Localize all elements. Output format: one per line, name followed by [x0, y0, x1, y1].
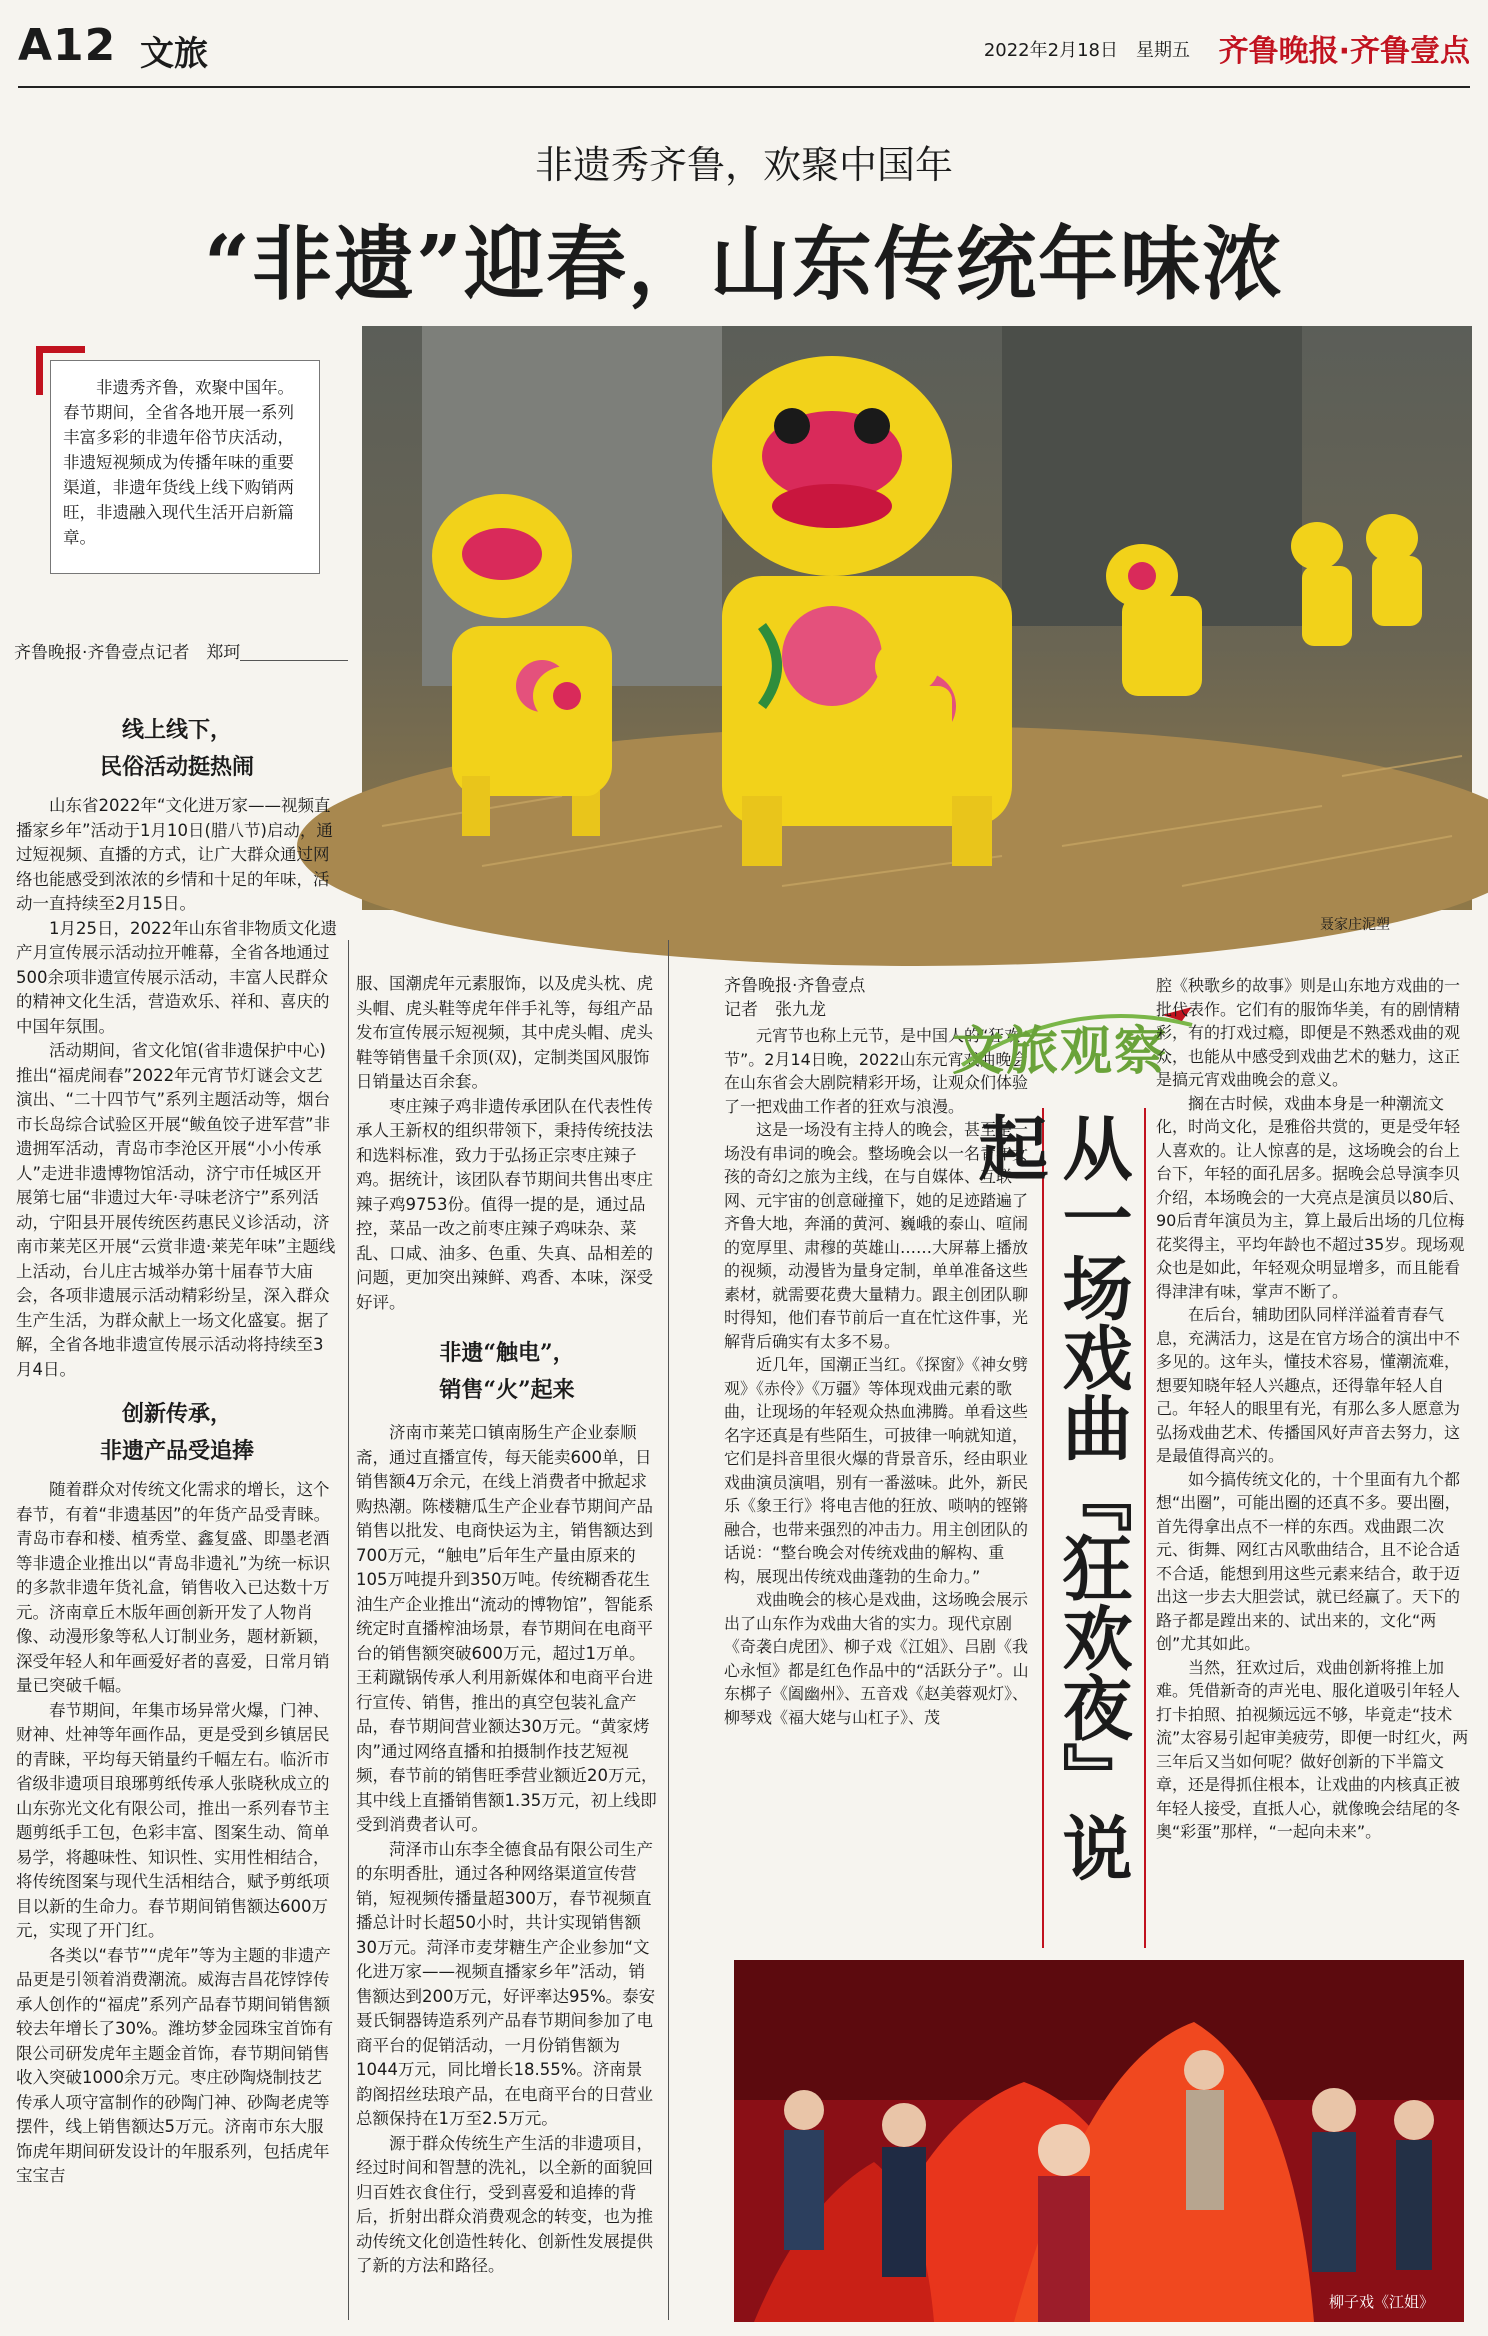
paragraph: 山东省2022年“文化进万家——视频直播家乡年”活动于1月10日(腊八节)启动，通过短视频、直播的方式，让广大群众通过网络也能感受到浓浓的乡情和十足的年味，活动一直持续至2月15日。 — [16, 796, 333, 913]
paragraph: 近几年，国潮正当红。《探窗》《神女劈观》《赤伶》《万疆》等体现戏曲元素的歌曲，让现场的年轻观众热血沸腾。单看这些名字还真是有些陌生，可披律一响就知道，它们是抖音里很火爆的背景音乐，经由职业戏曲演员演唱，别有一番滋味。此外，新民乐《象王行》将电吉他的狂放、唢呐的铿锵融合，也带来强烈的冲击力。用主创团队的话说：“整台晚会对传统戏曲的解构、重构，展现出传统戏曲蓬勃的生命力。” — [724, 1355, 1029, 1586]
paragraph: 1月25日，2022年山东省非物质文化遗产月宣传展示活动拉开帷幕，全省各地通过500余项非遗宣传展示活动，丰富人民群众的精神文化生活，营造欢乐、祥和、喜庆的中国年氛围。 — [16, 918, 337, 1036]
paragraph: 服、国潮虎年元素服饰，以及虎头枕、虎头帽、虎头鞋等虎年伴手礼等，每组产品发布宣传展示短视频，其中虎头帽、虎头鞋等销售量千余顶(双)，定制类国风服饰日销量达百余套。 — [356, 974, 653, 1091]
paragraph: 济南市莱芜口镇南肠生产企业泰顺斋，通过直播宣传，每天能卖600单，日销售额4万余元，在线上消费者中掀起求购热潮。陈楼糖瓜生产企业春节期间产品销售以批发、电商快运为主，销售额达到700万元，“触电”后年生产量由原来的105万吨提升到350万吨。传统糊香花生油生产企业推出“流动的博物馆”，智能系统定时直播榨油场景，春节期间在电商平台的销售额突破600万元，超过1万单。王莉蹴锅传承人利用新媒体和电商平台进行宣传、销售，推出的真空包装礼盒产品，春节期间营业额达30万元。“黄家烤肉”通过网络直播和拍摄制作技艺短视频，春节前的销售旺季营业额近20万元，其中线上直播销售额1.35万元，初上线即受到消费者认可。 — [356, 1423, 658, 1834]
paragraph: 活动期间，省文化馆(省非遗保护中心)推出“福虎闹春”2022年元宵节灯谜会文艺演出、“二十四节气”系列主题活动等，烟台市长岛综合试验区开展“鲅鱼饺子进军营”非遗拥军活动，青岛市李沧区开展“小小传承人”走进非遗博物馆活动，济宁市任城区开展第七届“非遗过大年·寻味老济宁”系列活动，宁阳县开展传统医药惠民义诊活动，济南市莱芜区开展“云赏非遗·莱芜年味”主题线上活动，台儿庄古城举办第十届春节大庙会，各项非遗展示活动精彩纷呈，深入群众生产生活，为群众献上一场文化盛宴。据了解，全省各地非遗宣传展示活动将持续至3月4日。 — [16, 1041, 336, 1379]
paragraph: 在后台，辅助团队同样洋溢着青春气息，充满活力，这是在官方场合的演出中不多见的。这年头，懂技术容易，懂潮流难，想要知晓年轻人兴趣点，还得靠年轻人自己。年轻人的眼里有光，有那么多人愿意为弘扬戏曲艺术、传播国风好声音去努力，这是最值得高兴的。 — [1156, 1305, 1461, 1465]
byline-rule — [240, 660, 348, 661]
clay-tiger-photo — [362, 326, 1472, 910]
newspaper-brand: 齐鲁晚报·齐鲁壹点 — [1218, 34, 1470, 69]
paragraph: 搁在古时候，戏曲本身是一种潮流文化，时尚文化，是雅俗共赏的，更是受年轻人喜欢的。让人惊喜的是，这场晚会的台上台下，年轻的面孔居多。据晚会总导演李贝介绍，本场晚会的一大亮点是演员以80后、90后青年演员为主，算上最后出场的几位梅花奖得主，平均年龄也不超过35岁。现场观众也是如此，年轻观众明显增多，而且能看得津津有味，掌声不断了。 — [1156, 1093, 1465, 1301]
bottom-photo-caption: 柳子戏《江姐》 — [1328, 2293, 1434, 2311]
section-heading-online-offline: 线上线下， 民俗活动挺热闹 — [99, 717, 254, 780]
page-number: A12 — [18, 20, 117, 71]
opera-byline: 齐鲁晚报·齐鲁壹点 记者 张九龙 — [724, 976, 866, 1020]
article-column-4 — [1156, 974, 1474, 1908]
section-heading-online-sales: 非遗“触电”， 销售“火”起来 — [439, 1340, 575, 1403]
opera-performance-photo — [734, 1960, 1464, 2322]
kicker: 非遗秀齐鲁，欢聚中国年 — [534, 143, 953, 187]
headline: “非遗”迎春，山东传统年味浓 — [203, 217, 1285, 311]
paragraph: 这是一场没有主持人的晚会，甚至是一场没有串词的晚会。整场晚会以一名青年女孩的奇幻之旅为主线，在与自媒体、互联网、元宇宙的创意碰撞下，她的足迹踏遍了齐鲁大地，奔涌的黄河、巍峨的泰山、喧闹的宽厚里、肃穆的英雄山……大屏幕上播放的视频，动漫皆为量身定制，单单准备这些素材，就需要花费大量精力。跟主创团队聊时得知，他们春节前后一直在忙这件事，光解背后确实有太多不易。 — [724, 1120, 1029, 1351]
top-photo-caption: 聂家庄泥塑 — [1320, 917, 1390, 933]
article-column-2 — [356, 972, 658, 2322]
section-name: 文旅 — [140, 34, 208, 74]
paragraph: 菏泽市山东李全德食品有限公司生产的东明香肚，通过各种网络渠道宣传营销，短视频传播量超300万，春节视频直播总计时长超50小时，共计实现销售额30万元。菏泽市麦芽糖生产企业参加“文化进万家——视频直播家乡年”活动，销售额达到200万元，好评率达95%。泰安聂氏铜器铸造系列产品春节期间参加了电商平台的促销活动，一月份销售额为1044万元，同比增长18.55%。济南景韵阁招丝珐琅产品，在电商平台的日营业总额保持在1万至2.5万元。 — [356, 1839, 656, 2128]
paragraph: 如今搞传统文化的，十个里面有九个都想“出圈”，可能出圈的还真不多。要出圈，首先得拿出点不一样的东西。戏曲跟二次元、街舞、网红古风歌曲结合，且不论合适不合适，能想到用这些元素来结合，敢于迈出这一步去大胆尝试，就已经赢了。天下的路子都是蹚出来的、试出来的，文化“两创”尤其如此。 — [1156, 1469, 1461, 1653]
paragraph: 元宵节也称上元节，是中国人的“狂欢节”。2月14日晚，2022山东元宵戏曲晚会在山东省会大剧院精彩开场，让观众们体验了一把戏曲工作者的狂欢与浪漫。 — [724, 1026, 1029, 1116]
paragraph: 源于群众传统生产生活的非遗项目，经过时间和智慧的洗礼，以全新的面貌回归百姓衣食住行，受到喜爱和追捧的背后，折射出群众消费观念的转变，也为推动传统文化创造性转化、创新性发展提供了新的方法和路径。 — [356, 2133, 653, 2275]
page-header — [18, 20, 1470, 88]
lead-summary: 非遗秀齐鲁，欢聚中国年。春节期间，全省各地开展一系列丰富多彩的非遗年俗节庆活动，非遗短视频成为传播年味的重要渠道，非遗年货线上线下购销两旺，非遗融入现代生活开启新篇章。 — [50, 360, 320, 574]
article-column-1 — [16, 712, 338, 2322]
vertical-title: 从一场戏曲『狂欢夜』说起 — [1042, 1108, 1146, 1948]
column-divider — [668, 940, 669, 2320]
paragraph: 各类以“春节”“虎年”等为主题的非遗产品更是引领着消费潮流。威海吉昌花饽饽传承人创作的“福虎”系列产品春节期间销售额较去年增长了30%。潍坊梦金园珠宝首饰有限公司研发虎年主题金首饰，春节期间销售收入突破1000余万元。枣庄砂陶烧制技艺传承人项守富制作的砂陶门神、砂陶老虎等摆件，线上销售额达5万元。济南市东大服饰虎年期间研发设计的年服系列，包括虎年宝宝吉 — [16, 1945, 334, 2185]
paragraph: 枣庄辣子鸡非遗传承团队在代表性传承人王新权的组织带领下，秉持传统技法和选料标准，致力于弘扬正宗枣庄辣子鸡。据统计，该团队春节期间共售出枣庄辣子鸡9753份。值得一提的是，通过品控，菜品一改之前枣庄辣子鸡味杂、菜乱、口咸、油多、色重、失真、品相差的问题，更加突出辣鲜、鸡香、本味，深受好评。 — [356, 1096, 653, 1312]
paragraph: 春节期间，年集市场异常火爆，门神、财神、灶神等年画作品，更是受到乡镇居民的青睐，平均每天销量约千幅左右。临沂市省级非遗项目琅琊剪纸传承人张晓秋成立的山东弥光文化有限公司，推出一系列春节主题剪纸手工包，色彩丰富、图案生动、简单易学，将趣味性、知识性、实用性相结合，将传统图案与现代生活相结合，赋予剪纸项目以新的生命力。春节期间销售额达600万元，实现了开门红。 — [16, 1700, 330, 1940]
section-heading-innovation: 创新传承， 非遗产品受追捧 — [99, 1401, 254, 1464]
paragraph: 戏曲晚会的核心是戏曲，这场晚会展示出了山东作为戏曲大省的实力。现代京剧《奇袭白虎团》、柳子戏《江姐》、吕剧《我心永恒》都是红色作品中的“活跃分子”。山东梆子《阖幽州》、五音戏《赵美蓉观灯》、柳琴戏《福大姥与山杠子》、茂 — [724, 1590, 1029, 1727]
paragraph: 当然，狂欢过后，戏曲创新将推上加难。凭借新奇的声光电、服化道吸引年轻人打卡拍照、拍视频远远不够，毕竟走“技术流”太容易引起审美疲劳，即便一时红火，两三年后又当如何呢？做好创新的下半篇文章，还是得抓住根本，让戏曲的内核真正被年轻人接受，直抵人心，就像晚会结尾的冬奥“彩蛋”那样，“一起向未来”。 — [1156, 1657, 1469, 1841]
paragraph: 随着群众对传统文化需求的增长，这个春节，有着“非遗基因”的年货产品受青睐。青岛市春和楼、植秀堂、鑫复盛、即墨老酒等非遗企业推出以“青岛非遗礼”为统一标识的多款非遗年货礼盒，销售收入已达数十万元。济南章丘木版年画创新开发了人物肖像、动漫形象等私人订制业务，题材新颖，深受年轻人和年画爱好者的喜爱，日常月销量已突破千幅。 — [16, 1480, 331, 1695]
logo-text: 文旅观察 — [952, 1021, 1169, 1082]
column-divider — [348, 940, 349, 2320]
paragraph: 腔《秧歌乡的故事》则是山东地方戏曲的一批代表作。它们有的服饰华美，有的剧情精彩，有的打戏过瘾，即便是不熟悉戏曲的观众，也能从中感受到戏曲艺术的魅力，这正是搞元宵戏曲晚会的意义。 — [1156, 976, 1461, 1089]
reporter-byline: 齐鲁晚报·齐鲁壹点记者 郑珂 — [14, 643, 241, 663]
issue-date: 2022年2月18日 星期五 — [983, 40, 1190, 61]
